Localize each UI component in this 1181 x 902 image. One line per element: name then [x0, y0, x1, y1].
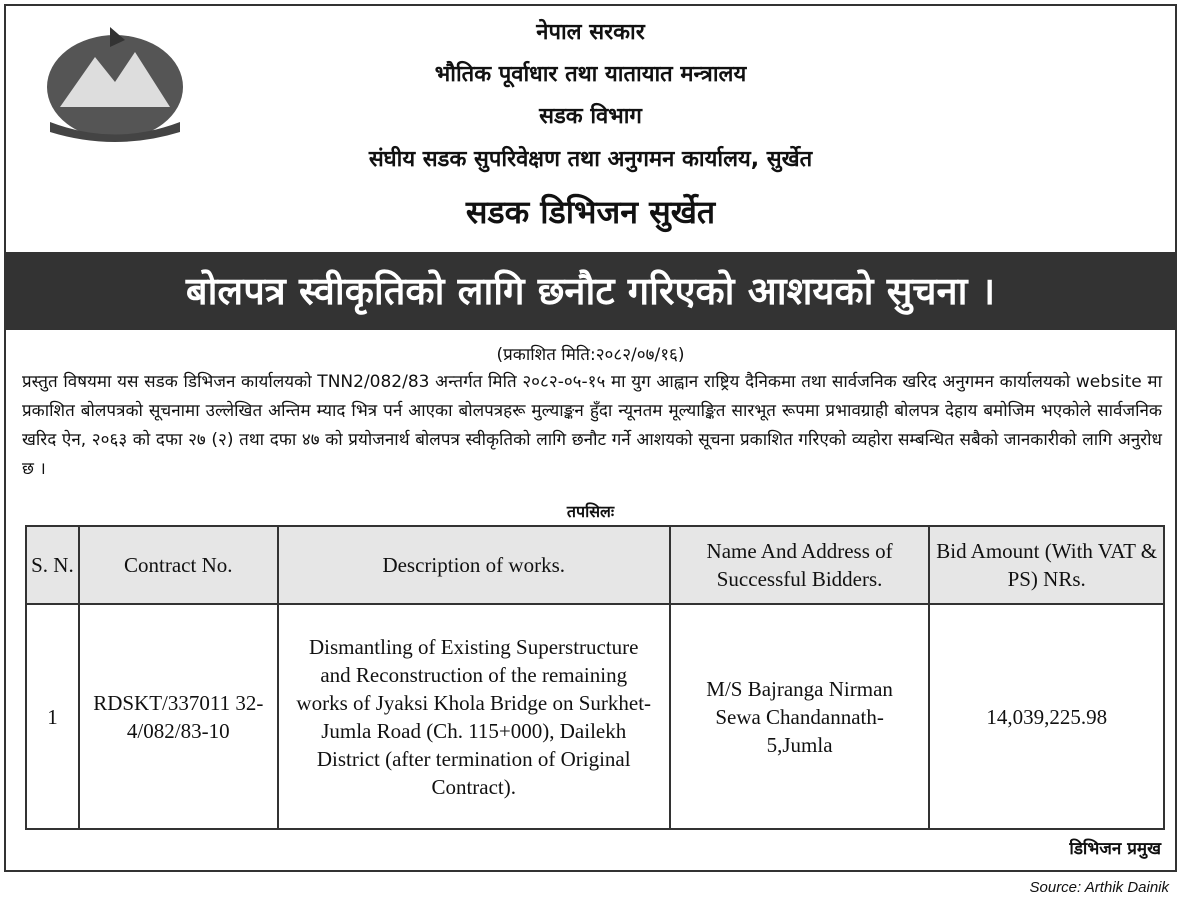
header-amount: Bid Amount (With VAT & PS) NRs. [929, 526, 1164, 604]
division-title: सडक डिभिजन सुर्खेत [465, 193, 716, 231]
bid-table [25, 525, 1165, 830]
cell-description: Dismantling of Existing Superstructure and Reconstruction of the remaining works of Jyaksi Khola Bridge on Surkhet-Jumla Road (Ch. 115+000), Dailekh District (after termination of Original Contract). [278, 604, 670, 829]
cell-sn: 1 [26, 604, 79, 829]
gov-title: नेपाल सरकार [536, 20, 645, 45]
header-contract: Contract No. [79, 526, 278, 604]
table-header-row [26, 526, 1164, 604]
office-title: संघीय सडक सुपरिवेक्षण तथा अनुगमन कार्यालय, सुर्खेत [368, 147, 813, 172]
header-bidder: Name And Address of Successful Bidders. [670, 526, 930, 604]
signature: डिभिजन प्रमुख [1069, 839, 1161, 859]
table-row [26, 604, 1164, 829]
header-sn: S. N. [26, 526, 79, 604]
source-credit: Source: Arthik Dainik [1029, 879, 1169, 896]
notice-paragraph: प्रस्तुत विषयमा यस सडक डिभिजन कार्यालयको TNN2/082/83 अन्तर्गत मिति २०८२-०५-१५ मा युग आह्वान राष्ट्रिय दैनिकमा तथा सार्वजनिक खरिद अनुगमन कार्यालयको website मा प्रकाशित बोलपत्रको सूचनामा उल्लेखित अन्तिम म्याद भित्र पर्न आएका बोलपत्रहरू मुल्याङ्कन हुँदा न्यूनतम मूल्याङ्कित सारभूत रूपमा प्रभावग्राही बोलपत्र देहाय बमोजिम भएकोले सार्वजनिक खरिद ऐन, २०६३ को दफा २७ (२) तथा दफा ४७ को प्रयोजनार्थ बोलपत्र स्वीकृतिको लागि छनौट गर्ने आशयको सूचना प्रकाशित गरिएको व्यहोरा सम्बन्धित सबैको जानकारीको लागि अनुरोध छ । [22, 372, 1162, 479]
header-description: Description of works. [278, 526, 670, 604]
department-title: सडक विभाग [539, 104, 642, 129]
notice-banner: बोलपत्र स्वीकृतिको लागि छनौट गरिएको आशयको सुचना । [4, 252, 1177, 330]
cell-contract: RDSKT/337011 32-4/082/83-10 [79, 604, 278, 829]
cell-bidder: M/S Bajranga Nirman Sewa Chandannath-5,Jumla [670, 604, 930, 829]
cell-amount: 14,039,225.98 [929, 604, 1164, 829]
published-date: (प्रकाशित मिति:२०८२/०७/१६) [496, 345, 685, 365]
details-label: तपसिलः [566, 502, 615, 521]
ministry-title: भौतिक पूर्वाधार तथा यातायात मन्त्रालय [434, 62, 747, 87]
